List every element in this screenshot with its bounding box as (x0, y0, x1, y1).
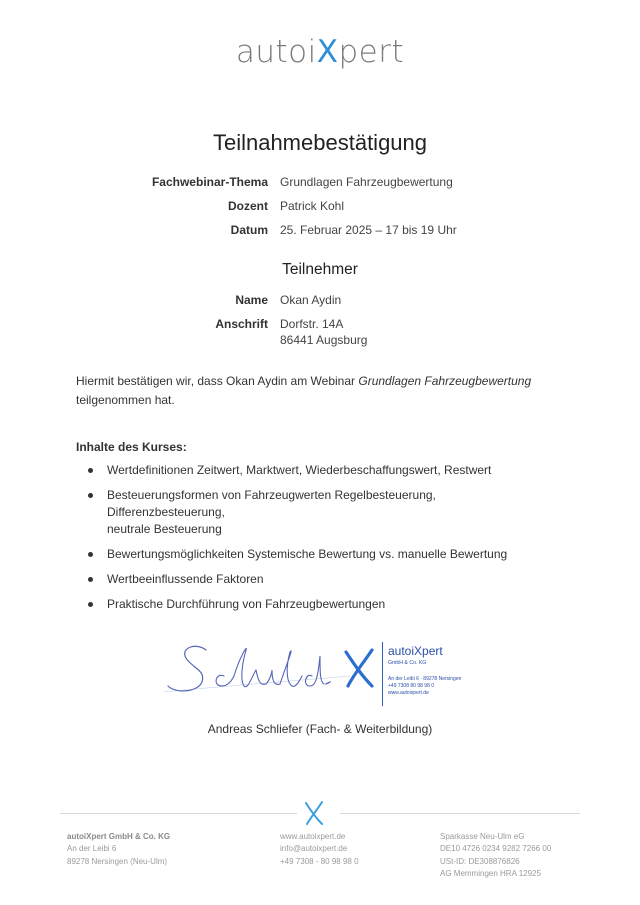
company-stamp (342, 640, 477, 710)
detail-label: Dozent (228, 199, 268, 213)
detail-value: Grundlagen Fahrzeugbewertung (280, 175, 453, 189)
participant-address-line1: Dorfstr. 14A (280, 317, 344, 331)
logo-text-end: pert (338, 34, 405, 70)
footer-contact-info (280, 831, 359, 868)
footer-phone: +49 7308 - 80 98 98 0 (280, 856, 359, 866)
footer-divider-right (340, 813, 580, 814)
footer-register: AG Memmingen HRA 12925 (440, 869, 541, 879)
footer-vat-id: USt-ID: DE308876826 (440, 856, 520, 866)
detail-label: Fachwebinar-Thema (151, 175, 268, 189)
confirmation-webinar-title: Grundlagen Fahrzeugbewertung (358, 374, 532, 388)
bullet-icon (88, 468, 93, 473)
bullet-icon (88, 577, 93, 582)
footer-bank-name: Sparkasse Neu-Ulm eG (440, 832, 525, 841)
participant-name-value: Okan Aydin (280, 293, 342, 307)
list-item-text: Besteuerungsformen von Fahrzeugwerten Regelbesteuerung, Differenzbesteuerung, (107, 488, 436, 519)
stamp-address: An der Leibi 6 · 89278 Nersingen (388, 676, 462, 682)
document-title: Teilnahmebestätigung (212, 130, 428, 155)
footer-street: An der Leibi 6 (67, 844, 117, 854)
footer-website: www.autoixpert.de (280, 832, 346, 841)
confirmation-text-end: teilgenommen hat. (76, 393, 175, 407)
list-item-text: Praktische Durchführung von Fahrzeugbewertungen (107, 597, 386, 611)
detail-label: Datum (230, 223, 268, 237)
detail-value: 25. Februar 2025 – 17 bis 19 Uhr (280, 223, 457, 237)
footer-iban: DE10 4726 0234 9282 7266 00 (440, 844, 552, 854)
footer-x-logo-icon (303, 800, 325, 826)
participant-address-line2: 86441 Augsburg (280, 333, 368, 347)
list-item-text: Bewertungsmöglichkeiten Systemische Bewertung vs. manuelle Bewertung (107, 547, 508, 561)
participant-name-label: Name (235, 293, 268, 307)
stamp-x-logo-icon (342, 648, 376, 688)
stamp-website: www.autoixpert.de (388, 690, 429, 696)
footer-email: info@autoixpert.de (280, 844, 348, 854)
stamp-phone: +49 7308 80 98 98 0 (388, 683, 435, 689)
confirmation-paragraph (76, 372, 546, 410)
footer-company-name: autoiXpert GmbH & Co. KG (67, 832, 171, 841)
handwritten-signature (162, 636, 352, 698)
footer-bank-info (440, 831, 551, 881)
participant-address-label: Anschrift (215, 317, 268, 331)
list-item (86, 546, 546, 563)
list-item (86, 571, 546, 588)
contents-heading: Inhalte des Kurses: (76, 440, 187, 454)
list-item-text: Wertbeeinflussende Faktoren (107, 572, 264, 586)
list-item-text-continued: neutrale Besteuerung (107, 522, 222, 536)
logo-x-letter: X (316, 34, 339, 70)
footer-divider-left (60, 813, 297, 814)
contents-list (86, 462, 546, 621)
list-item (86, 487, 546, 538)
confirmation-text-start: Hiermit bestätigen wir, dass Okan Aydin am Webinar (76, 374, 359, 388)
bullet-icon (88, 493, 93, 498)
company-logo (0, 34, 640, 70)
participant-heading: Teilnehmer (282, 261, 358, 278)
signer-name: Andreas Schliefer (Fach- & Weiterbildung) (207, 722, 433, 736)
bullet-icon (88, 552, 93, 557)
list-item (86, 462, 546, 479)
stamp-company-name: autoiXpert (388, 644, 443, 658)
footer-city: 89278 Nersingen (Neu-Ulm) (67, 856, 168, 866)
logo-text-start: autoi (235, 34, 317, 70)
stamp-company-form: GmbH & Co. KG (388, 660, 427, 666)
list-item (86, 596, 546, 613)
list-item-text: Wertdefinitionen Zeitwert, Marktwert, Wiederbeschaffungswert, Restwert (107, 463, 492, 477)
detail-value: Patrick Kohl (280, 199, 345, 213)
footer-company-info (67, 831, 170, 868)
bullet-icon (88, 602, 93, 607)
stamp-divider (382, 642, 383, 706)
